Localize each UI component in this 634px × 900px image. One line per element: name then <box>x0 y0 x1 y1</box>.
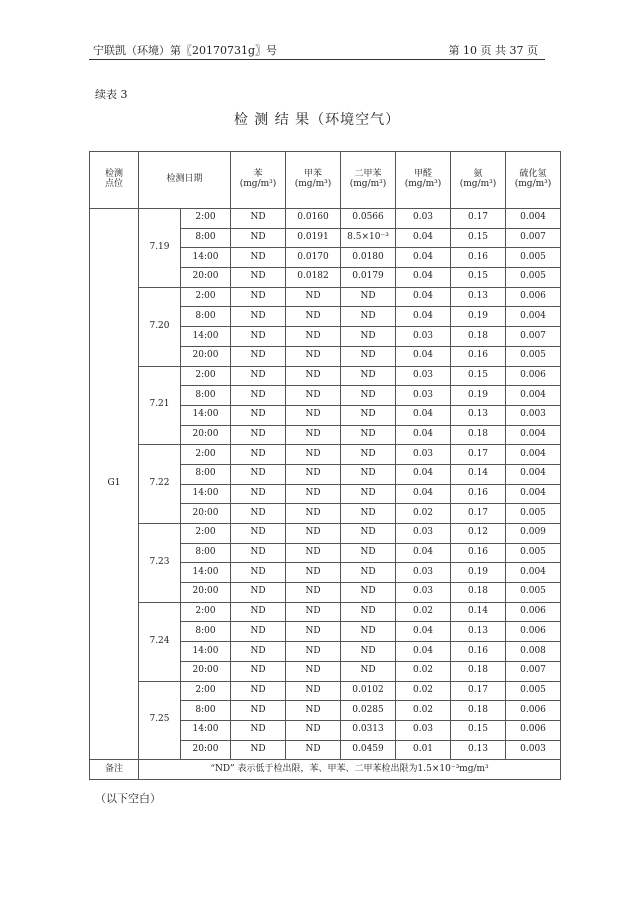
report-number: 宁联凯（环境）第〖20170731g〗号 <box>93 44 278 57</box>
value-cell: ND <box>286 445 341 465</box>
value-cell: ND <box>286 642 341 662</box>
value-cell: ND <box>231 445 286 465</box>
value-cell: 0.13 <box>451 405 506 425</box>
value-cell: ND <box>286 681 341 701</box>
value-cell: ND <box>231 209 286 229</box>
value-cell: 0.17 <box>451 681 506 701</box>
end-of-content-note: （以下空白） <box>95 792 161 805</box>
value-cell: ND <box>286 346 341 366</box>
table-row <box>90 524 561 544</box>
value-cell: ND <box>341 524 396 544</box>
value-cell: ND <box>286 327 341 347</box>
value-cell: ND <box>341 563 396 583</box>
value-cell: 0.15 <box>451 366 506 386</box>
time-cell: 20:00 <box>181 346 231 366</box>
value-cell: 0.006 <box>506 720 561 740</box>
value-cell: 0.005 <box>506 583 561 603</box>
value-cell: ND <box>341 425 396 445</box>
value-cell: ND <box>341 445 396 465</box>
site-cell: G1 <box>90 209 139 760</box>
value-cell: ND <box>286 386 341 406</box>
value-cell: ND <box>341 386 396 406</box>
value-cell: 0.004 <box>506 484 561 504</box>
value-cell: 0.16 <box>451 543 506 563</box>
value-cell: 0.006 <box>506 287 561 307</box>
value-cell: 0.005 <box>506 543 561 563</box>
value-cell: 0.03 <box>396 563 451 583</box>
value-cell: 0.004 <box>506 386 561 406</box>
time-cell: 8:00 <box>181 464 231 484</box>
results-table <box>89 151 561 780</box>
value-cell: ND <box>341 583 396 603</box>
value-cell: 0.12 <box>451 524 506 544</box>
value-cell: 0.18 <box>451 583 506 603</box>
time-cell: 8:00 <box>181 622 231 642</box>
value-cell: 0.03 <box>396 327 451 347</box>
value-cell: 0.04 <box>396 642 451 662</box>
value-cell: ND <box>341 504 396 524</box>
value-cell: 8.5×10⁻³ <box>341 228 396 248</box>
value-cell: ND <box>286 740 341 760</box>
value-cell: 0.04 <box>396 484 451 504</box>
value-cell: ND <box>341 464 396 484</box>
value-cell: ND <box>231 484 286 504</box>
value-cell: 0.16 <box>451 642 506 662</box>
header-pollutant: 甲醛 (mg/m³) <box>396 152 451 209</box>
value-cell: 0.16 <box>451 484 506 504</box>
value-cell: 0.19 <box>451 386 506 406</box>
value-cell: ND <box>231 720 286 740</box>
value-cell: 0.007 <box>506 228 561 248</box>
value-cell: 0.0191 <box>286 228 341 248</box>
value-cell: 0.02 <box>396 681 451 701</box>
value-cell: 0.17 <box>451 209 506 229</box>
value-cell: ND <box>231 681 286 701</box>
value-cell: ND <box>286 622 341 642</box>
time-cell: 2:00 <box>181 366 231 386</box>
value-cell: 0.03 <box>396 445 451 465</box>
value-cell: 0.03 <box>396 386 451 406</box>
value-cell: ND <box>231 346 286 366</box>
value-cell: ND <box>231 307 286 327</box>
time-cell: 2:00 <box>181 445 231 465</box>
value-cell: 0.008 <box>506 642 561 662</box>
time-cell: 8:00 <box>181 307 231 327</box>
value-cell: 0.04 <box>396 622 451 642</box>
value-cell: 0.007 <box>506 661 561 681</box>
value-cell: ND <box>286 661 341 681</box>
header-divider <box>89 59 545 60</box>
time-cell: 14:00 <box>181 720 231 740</box>
value-cell: ND <box>286 307 341 327</box>
value-cell: 0.009 <box>506 524 561 544</box>
value-cell: 0.16 <box>451 346 506 366</box>
value-cell: 0.007 <box>506 327 561 347</box>
value-cell: ND <box>231 327 286 347</box>
value-cell: ND <box>341 484 396 504</box>
date-cell: 7.19 <box>139 209 181 288</box>
table-row <box>90 445 561 465</box>
time-cell: 20:00 <box>181 504 231 524</box>
value-cell: 0.0566 <box>341 209 396 229</box>
time-cell: 2:00 <box>181 287 231 307</box>
value-cell: ND <box>231 701 286 721</box>
value-cell: 0.006 <box>506 701 561 721</box>
value-cell: 0.02 <box>396 602 451 622</box>
value-cell: ND <box>341 346 396 366</box>
time-cell: 14:00 <box>181 484 231 504</box>
time-cell: 20:00 <box>181 425 231 445</box>
table-continuation-label: 续表 3 <box>95 88 128 101</box>
value-cell: 0.006 <box>506 602 561 622</box>
value-cell: 0.004 <box>506 464 561 484</box>
value-cell: ND <box>286 405 341 425</box>
value-cell: ND <box>286 425 341 445</box>
time-cell: 8:00 <box>181 543 231 563</box>
value-cell: 0.18 <box>451 425 506 445</box>
date-cell: 7.22 <box>139 445 181 524</box>
time-cell: 20:00 <box>181 740 231 760</box>
time-cell: 8:00 <box>181 701 231 721</box>
value-cell: ND <box>231 228 286 248</box>
value-cell: 0.15 <box>451 720 506 740</box>
value-cell: ND <box>286 287 341 307</box>
time-cell: 14:00 <box>181 327 231 347</box>
value-cell: 0.17 <box>451 445 506 465</box>
date-cell: 7.25 <box>139 681 181 760</box>
value-cell: 0.0285 <box>341 701 396 721</box>
value-cell: ND <box>231 425 286 445</box>
page-indicator: 第 10 页 共 37 页 <box>448 44 538 57</box>
time-cell: 8:00 <box>181 386 231 406</box>
value-cell: ND <box>231 366 286 386</box>
value-cell: 0.0459 <box>341 740 396 760</box>
value-cell: 0.0170 <box>286 248 341 268</box>
value-cell: ND <box>286 524 341 544</box>
time-cell: 8:00 <box>181 228 231 248</box>
value-cell: 0.006 <box>506 366 561 386</box>
value-cell: 0.03 <box>396 720 451 740</box>
value-cell: 0.01 <box>396 740 451 760</box>
value-cell: 0.04 <box>396 346 451 366</box>
header-pollutant: 苯 (mg/m³) <box>231 152 286 209</box>
value-cell: 0.19 <box>451 563 506 583</box>
value-cell: 0.04 <box>396 248 451 268</box>
value-cell: 0.0179 <box>341 268 396 288</box>
header-pollutant: 二甲苯 (mg/m³) <box>341 152 396 209</box>
value-cell: ND <box>231 622 286 642</box>
value-cell: 0.006 <box>506 622 561 642</box>
value-cell: ND <box>286 720 341 740</box>
value-cell: ND <box>286 504 341 524</box>
value-cell: ND <box>231 405 286 425</box>
value-cell: 0.0160 <box>286 209 341 229</box>
value-cell: 0.03 <box>396 209 451 229</box>
date-cell: 7.21 <box>139 366 181 445</box>
value-cell: ND <box>231 543 286 563</box>
value-cell: 0.02 <box>396 504 451 524</box>
value-cell: 0.04 <box>396 268 451 288</box>
value-cell: ND <box>341 366 396 386</box>
page-title: 检 测 结 果（环境空气） <box>233 112 401 128</box>
value-cell: ND <box>286 484 341 504</box>
value-cell: ND <box>341 543 396 563</box>
value-cell: ND <box>231 740 286 760</box>
value-cell: ND <box>231 287 286 307</box>
value-cell: 0.0313 <box>341 720 396 740</box>
table-row <box>90 602 561 622</box>
value-cell: 0.15 <box>451 228 506 248</box>
value-cell: ND <box>341 602 396 622</box>
value-cell: ND <box>286 563 341 583</box>
value-cell: ND <box>341 642 396 662</box>
table-row <box>90 209 561 229</box>
value-cell: 0.04 <box>396 464 451 484</box>
value-cell: ND <box>231 563 286 583</box>
value-cell: 0.005 <box>506 346 561 366</box>
value-cell: 0.005 <box>506 268 561 288</box>
value-cell: 0.004 <box>506 445 561 465</box>
value-cell: ND <box>341 405 396 425</box>
value-cell: 0.02 <box>396 701 451 721</box>
value-cell: 0.13 <box>451 622 506 642</box>
value-cell: ND <box>341 307 396 327</box>
value-cell: 0.005 <box>506 504 561 524</box>
value-cell: 0.004 <box>506 425 561 445</box>
value-cell: 0.0102 <box>341 681 396 701</box>
value-cell: 0.04 <box>396 543 451 563</box>
header-pollutant: 硫化氢 (mg/m³) <box>506 152 561 209</box>
value-cell: ND <box>341 661 396 681</box>
value-cell: 0.18 <box>451 701 506 721</box>
value-cell: 0.003 <box>506 405 561 425</box>
value-cell: 0.03 <box>396 524 451 544</box>
value-cell: 0.14 <box>451 464 506 484</box>
value-cell: 0.17 <box>451 504 506 524</box>
date-cell: 7.24 <box>139 602 181 681</box>
value-cell: ND <box>231 661 286 681</box>
value-cell: 0.04 <box>396 425 451 445</box>
header-site: 检测 点位 <box>90 152 139 209</box>
time-cell: 14:00 <box>181 405 231 425</box>
time-cell: 20:00 <box>181 583 231 603</box>
value-cell: 0.04 <box>396 307 451 327</box>
value-cell: ND <box>231 268 286 288</box>
value-cell: ND <box>231 524 286 544</box>
header-pollutant: 氨 (mg/m³) <box>451 152 506 209</box>
value-cell: ND <box>231 504 286 524</box>
time-cell: 2:00 <box>181 524 231 544</box>
value-cell: ND <box>341 287 396 307</box>
time-cell: 20:00 <box>181 661 231 681</box>
time-cell: 2:00 <box>181 602 231 622</box>
value-cell: ND <box>231 464 286 484</box>
note-text: “ND” 表示低于检出限，苯、甲苯、二甲苯检出限为1.5×10⁻³mg/m³ <box>139 760 561 780</box>
time-cell: 20:00 <box>181 268 231 288</box>
value-cell: 0.003 <box>506 740 561 760</box>
value-cell: 0.02 <box>396 661 451 681</box>
value-cell: ND <box>286 583 341 603</box>
time-cell: 14:00 <box>181 248 231 268</box>
value-cell: 0.15 <box>451 268 506 288</box>
value-cell: ND <box>286 543 341 563</box>
header-row <box>90 152 561 209</box>
value-cell: ND <box>286 701 341 721</box>
value-cell: ND <box>286 366 341 386</box>
value-cell: ND <box>231 602 286 622</box>
value-cell: 0.005 <box>506 248 561 268</box>
value-cell: 0.004 <box>506 307 561 327</box>
value-cell: 0.18 <box>451 327 506 347</box>
value-cell: 0.04 <box>396 287 451 307</box>
value-cell: 0.03 <box>396 583 451 603</box>
value-cell: 0.03 <box>396 366 451 386</box>
value-cell: 0.004 <box>506 209 561 229</box>
table-row <box>90 287 561 307</box>
table-row <box>90 366 561 386</box>
value-cell: ND <box>231 248 286 268</box>
date-cell: 7.23 <box>139 524 181 603</box>
time-cell: 2:00 <box>181 209 231 229</box>
header-pollutant: 甲苯 (mg/m³) <box>286 152 341 209</box>
value-cell: 0.19 <box>451 307 506 327</box>
value-cell: ND <box>231 583 286 603</box>
value-cell: ND <box>286 602 341 622</box>
note-label: 备注 <box>90 760 139 780</box>
value-cell: 0.13 <box>451 740 506 760</box>
value-cell: ND <box>341 622 396 642</box>
value-cell: 0.004 <box>506 563 561 583</box>
value-cell: 0.04 <box>396 228 451 248</box>
time-cell: 2:00 <box>181 681 231 701</box>
note-row <box>90 760 561 780</box>
header-date: 检测日期 <box>139 152 231 209</box>
time-cell: 14:00 <box>181 642 231 662</box>
value-cell: 0.0180 <box>341 248 396 268</box>
value-cell: 0.14 <box>451 602 506 622</box>
time-cell: 14:00 <box>181 563 231 583</box>
value-cell: 0.16 <box>451 248 506 268</box>
value-cell: 0.13 <box>451 287 506 307</box>
value-cell: ND <box>286 464 341 484</box>
value-cell: ND <box>231 386 286 406</box>
value-cell: ND <box>341 327 396 347</box>
date-cell: 7.20 <box>139 287 181 366</box>
value-cell: 0.0182 <box>286 268 341 288</box>
table-row <box>90 681 561 701</box>
value-cell: 0.04 <box>396 405 451 425</box>
value-cell: 0.005 <box>506 681 561 701</box>
value-cell: ND <box>231 642 286 662</box>
value-cell: 0.18 <box>451 661 506 681</box>
